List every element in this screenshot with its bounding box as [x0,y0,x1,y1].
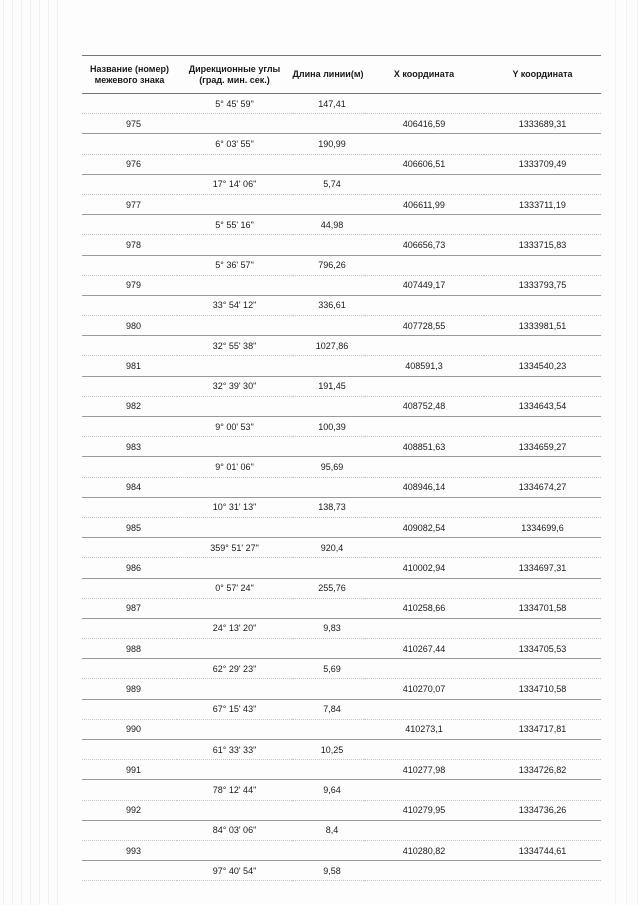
cell-marker-name: 986 [82,558,177,578]
cell-x-coordinate: 408946,14 [364,477,484,497]
cell-marker-name [82,618,177,638]
cell-bearing-angle [177,114,292,134]
cell-marker-name [82,295,177,315]
cell-bearing-angle: 359° 51' 27" [177,538,292,558]
cell-bearing-angle: 67° 15' 43" [177,699,292,719]
cell-marker-name: 987 [82,598,177,618]
table-row-segment [82,174,601,194]
cell-line-length: 9,58 [292,861,364,881]
cell-x-coordinate [364,174,484,194]
cell-x-coordinate: 408752,48 [364,396,484,416]
cell-y-coordinate: 1334674,27 [484,477,601,497]
cell-line-length [292,719,364,739]
cell-y-coordinate: 1334717,81 [484,719,601,739]
header-line-length: Длина линии(м) [292,56,364,94]
cell-x-coordinate [364,659,484,679]
cell-bearing-angle: 62° 29' 23" [177,659,292,679]
cell-marker-name: 992 [82,800,177,820]
cell-y-coordinate: 1333793,75 [484,275,601,295]
cell-x-coordinate [364,417,484,437]
table-row-segment [82,417,601,437]
cell-line-length [292,558,364,578]
cell-bearing-angle [177,275,292,295]
table-row-segment [82,578,601,598]
table-row-point [82,558,601,578]
cell-x-coordinate [364,740,484,760]
table-row-point [82,598,601,618]
cell-x-coordinate: 406416,59 [364,114,484,134]
cell-line-length: 7,84 [292,699,364,719]
table-row-point [82,396,601,416]
table-row-segment [82,255,601,275]
cell-bearing-angle: 17° 14' 06" [177,174,292,194]
table-row-point [82,114,601,134]
cell-y-coordinate [484,295,601,315]
cell-y-coordinate: 1333689,31 [484,114,601,134]
table-row-segment [82,457,601,477]
table-row-point [82,356,601,376]
cell-y-coordinate: 1334659,27 [484,437,601,457]
cell-line-length: 10,25 [292,740,364,760]
cell-y-coordinate [484,618,601,638]
cell-marker-name [82,134,177,154]
table-row-point [82,800,601,820]
table-row-segment [82,215,601,235]
cell-x-coordinate [364,578,484,598]
cell-line-length [292,437,364,457]
cell-bearing-angle: 78° 12' 44" [177,780,292,800]
cell-bearing-angle [177,760,292,780]
table-row-point [82,154,601,174]
cell-y-coordinate [484,861,601,881]
cell-marker-name [82,174,177,194]
header-bearing-angle: Дирекционные углы (град. мин. сек.) [177,56,292,94]
cell-marker-name [82,336,177,356]
cell-line-length [292,316,364,336]
cell-y-coordinate [484,659,601,679]
cell-x-coordinate: 408591,3 [364,356,484,376]
cell-marker-name [82,538,177,558]
cell-bearing-angle [177,639,292,659]
cell-marker-name: 975 [82,114,177,134]
cell-line-length: 5,69 [292,659,364,679]
cell-marker-name [82,740,177,760]
cell-line-length: 95,69 [292,457,364,477]
cell-x-coordinate [364,376,484,396]
cell-y-coordinate: 1333715,83 [484,235,601,255]
cell-line-length: 9,64 [292,780,364,800]
cell-line-length [292,396,364,416]
cell-line-length [292,840,364,860]
cell-y-coordinate [484,94,601,114]
cell-marker-name: 991 [82,760,177,780]
cell-y-coordinate: 1333981,51 [484,316,601,336]
cell-line-length: 190,99 [292,134,364,154]
table-row-segment [82,336,601,356]
table-row-point [82,235,601,255]
cell-marker-name: 985 [82,517,177,537]
cell-marker-name [82,215,177,235]
cell-line-length: 147,41 [292,94,364,114]
table-row-segment [82,497,601,517]
cell-bearing-angle: 9° 00' 53" [177,417,292,437]
cell-y-coordinate [484,820,601,840]
cell-y-coordinate [484,134,601,154]
cell-y-coordinate [484,538,601,558]
cell-x-coordinate [364,255,484,275]
scan-noise-left [0,0,60,905]
cell-line-length: 920,4 [292,538,364,558]
cell-bearing-angle [177,477,292,497]
header-marker-name: Название (номер) межевого знака [82,56,177,94]
cell-y-coordinate: 1334705,53 [484,639,601,659]
scan-noise-right [610,0,640,905]
cell-x-coordinate [364,215,484,235]
cell-x-coordinate [364,861,484,881]
table-row-segment [82,740,601,760]
table-row-point [82,760,601,780]
cell-line-length [292,356,364,376]
table-row-segment [82,820,601,840]
table-row-point [82,679,601,699]
table-header-row [82,56,601,94]
cell-line-length: 8,4 [292,820,364,840]
table-row-segment [82,295,601,315]
cell-y-coordinate [484,215,601,235]
cell-line-length [292,598,364,618]
table-row-point [82,719,601,739]
cell-bearing-angle: 32° 39' 30" [177,376,292,396]
cell-bearing-angle: 84° 03' 06" [177,820,292,840]
cell-bearing-angle [177,154,292,174]
cell-x-coordinate [364,457,484,477]
cell-y-coordinate [484,417,601,437]
cell-marker-name [82,861,177,881]
cell-x-coordinate [364,699,484,719]
cell-marker-name: 977 [82,194,177,214]
cell-y-coordinate [484,578,601,598]
cell-bearing-angle [177,719,292,739]
cell-x-coordinate [364,820,484,840]
cell-marker-name: 990 [82,719,177,739]
cell-x-coordinate: 410277,98 [364,760,484,780]
table-row-point [82,639,601,659]
cell-marker-name [82,417,177,437]
cell-x-coordinate [364,538,484,558]
cell-y-coordinate: 1334701,58 [484,598,601,618]
cell-line-length: 9,83 [292,618,364,638]
table-row-segment [82,618,601,638]
cell-marker-name [82,659,177,679]
cell-x-coordinate: 406606,51 [364,154,484,174]
cell-bearing-angle [177,235,292,255]
cell-line-length: 138,73 [292,497,364,517]
cell-marker-name: 982 [82,396,177,416]
boundary-coordinates-table [82,55,601,881]
cell-marker-name [82,457,177,477]
cell-marker-name: 983 [82,437,177,457]
cell-y-coordinate: 1333709,49 [484,154,601,174]
cell-line-length: 255,76 [292,578,364,598]
table-row-segment [82,538,601,558]
cell-x-coordinate: 406611,99 [364,194,484,214]
cell-bearing-angle [177,598,292,618]
cell-line-length: 1027,86 [292,336,364,356]
cell-line-length [292,154,364,174]
cell-marker-name [82,780,177,800]
cell-x-coordinate: 408851,63 [364,437,484,457]
cell-marker-name: 979 [82,275,177,295]
cell-marker-name [82,699,177,719]
cell-line-length [292,800,364,820]
cell-marker-name: 978 [82,235,177,255]
cell-line-length [292,194,364,214]
cell-y-coordinate [484,780,601,800]
table-row-point [82,275,601,295]
cell-bearing-angle [177,437,292,457]
cell-bearing-angle [177,840,292,860]
cell-marker-name: 993 [82,840,177,860]
cell-y-coordinate: 1334710,58 [484,679,601,699]
cell-bearing-angle: 9° 01' 06" [177,457,292,477]
table-row-point [82,194,601,214]
cell-bearing-angle [177,517,292,537]
cell-marker-name: 976 [82,154,177,174]
cell-marker-name: 980 [82,316,177,336]
cell-y-coordinate [484,457,601,477]
cell-x-coordinate [364,94,484,114]
cell-x-coordinate: 407728,55 [364,316,484,336]
cell-line-length [292,760,364,780]
table-row-segment [82,94,601,114]
cell-marker-name [82,255,177,275]
cell-y-coordinate: 1334744,61 [484,840,601,860]
cell-marker-name [82,376,177,396]
cell-bearing-angle: 5° 45' 59" [177,94,292,114]
cell-marker-name: 984 [82,477,177,497]
cell-x-coordinate [364,295,484,315]
cell-line-length [292,679,364,699]
table-row-segment [82,699,601,719]
cell-y-coordinate [484,740,601,760]
cell-y-coordinate [484,255,601,275]
cell-x-coordinate: 407449,17 [364,275,484,295]
cell-marker-name: 989 [82,679,177,699]
cell-line-length [292,275,364,295]
cell-line-length: 796,26 [292,255,364,275]
cell-line-length: 5,74 [292,174,364,194]
cell-marker-name [82,578,177,598]
cell-y-coordinate: 1334540,23 [484,356,601,376]
cell-bearing-angle [177,316,292,336]
table-row-point [82,437,601,457]
cell-line-length [292,639,364,659]
cell-bearing-angle: 33° 54' 12" [177,295,292,315]
header-x-coordinate: X координата [364,56,484,94]
cell-bearing-angle: 5° 36' 57" [177,255,292,275]
cell-bearing-angle [177,800,292,820]
cell-x-coordinate [364,497,484,517]
cell-x-coordinate [364,618,484,638]
cell-bearing-angle: 0° 57' 24" [177,578,292,598]
cell-x-coordinate [364,134,484,154]
table-row-segment [82,376,601,396]
cell-marker-name: 988 [82,639,177,659]
cell-y-coordinate [484,699,601,719]
cell-bearing-angle [177,194,292,214]
cell-y-coordinate: 1334643,54 [484,396,601,416]
cell-bearing-angle: 24° 13' 20" [177,618,292,638]
cell-bearing-angle: 5° 55' 16" [177,215,292,235]
cell-y-coordinate [484,174,601,194]
cell-bearing-angle [177,558,292,578]
cell-y-coordinate: 1334697,31 [484,558,601,578]
cell-x-coordinate: 410273,1 [364,719,484,739]
table-row-segment [82,134,601,154]
cell-bearing-angle [177,679,292,699]
table-row-point [82,840,601,860]
cell-x-coordinate: 410270,07 [364,679,484,699]
cell-line-length [292,477,364,497]
table-row-point [82,477,601,497]
table-row-point [82,517,601,537]
table-body [82,94,601,881]
cell-x-coordinate: 410002,94 [364,558,484,578]
table-row-segment [82,861,601,881]
cell-y-coordinate [484,497,601,517]
cell-x-coordinate [364,780,484,800]
cell-x-coordinate [364,336,484,356]
cell-y-coordinate: 1333711,19 [484,194,601,214]
cell-x-coordinate: 409082,54 [364,517,484,537]
cell-bearing-angle: 6° 03' 55" [177,134,292,154]
cell-x-coordinate: 410258,66 [364,598,484,618]
cell-x-coordinate: 406656,73 [364,235,484,255]
cell-y-coordinate [484,376,601,396]
cell-marker-name: 981 [82,356,177,376]
cell-bearing-angle: 10° 31' 13" [177,497,292,517]
cell-bearing-angle: 32° 55' 38" [177,336,292,356]
cell-line-length [292,235,364,255]
cell-line-length: 44,98 [292,215,364,235]
cell-y-coordinate: 1334726,82 [484,760,601,780]
cell-x-coordinate: 410280,82 [364,840,484,860]
cell-bearing-angle: 97° 40' 54" [177,861,292,881]
table-row-point [82,316,601,336]
cell-y-coordinate [484,336,601,356]
cell-line-length [292,517,364,537]
cell-line-length: 100,39 [292,417,364,437]
cell-y-coordinate: 1334699,6 [484,517,601,537]
cell-marker-name [82,820,177,840]
cell-y-coordinate: 1334736,26 [484,800,601,820]
cell-marker-name [82,497,177,517]
cell-marker-name [82,94,177,114]
table-row-segment [82,780,601,800]
cell-line-length: 336,61 [292,295,364,315]
header-y-coordinate: Y координата [484,56,601,94]
cell-x-coordinate: 410279,95 [364,800,484,820]
cell-bearing-angle: 61° 33' 33" [177,740,292,760]
cell-bearing-angle [177,356,292,376]
cell-bearing-angle [177,396,292,416]
cell-line-length: 191,45 [292,376,364,396]
cell-x-coordinate: 410267,44 [364,639,484,659]
cell-line-length [292,114,364,134]
table-row-segment [82,659,601,679]
